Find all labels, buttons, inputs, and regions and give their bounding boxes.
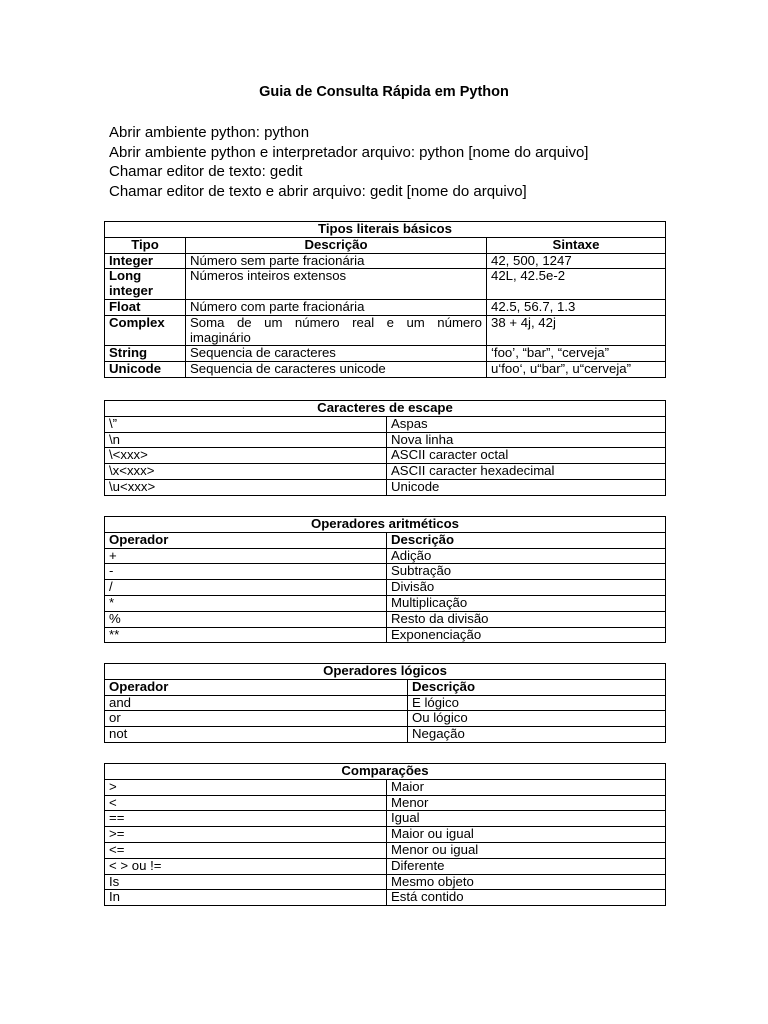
table-row xyxy=(105,362,666,378)
table-cell: Unicode xyxy=(105,362,186,378)
intro-line: Abrir ambiente python e interpretador arquivo: python [nome do arquivo] xyxy=(109,143,589,161)
table-row xyxy=(105,299,666,315)
table-row xyxy=(105,448,666,464)
table-cell: Menor xyxy=(387,795,666,811)
table-cell: String xyxy=(105,346,186,362)
table-row xyxy=(105,346,666,362)
table-row xyxy=(105,842,666,858)
table-row xyxy=(105,779,666,795)
table-row xyxy=(105,432,666,448)
column-header: Descrição xyxy=(186,237,487,253)
intro-line: Chamar editor de texto: gedit xyxy=(109,163,303,180)
table-row xyxy=(105,253,666,269)
column-header: Operador xyxy=(105,532,387,548)
table-cell: Adição xyxy=(387,548,666,564)
table-cell: In xyxy=(105,890,387,906)
intro-line: Abrir ambiente python: python xyxy=(109,124,310,141)
table-cell: Está contido xyxy=(387,890,666,906)
table-row xyxy=(105,479,666,495)
table-row xyxy=(105,611,666,627)
table-cell: u‘foo‘, u“bar”, u“cerveja” xyxy=(487,362,666,378)
table-row xyxy=(105,580,666,596)
table-cell: 42L, 42.5e-2 xyxy=(487,269,666,300)
table-cell: \n xyxy=(105,432,387,448)
table-row xyxy=(105,627,666,643)
table-cell: Subtração xyxy=(387,564,666,580)
table-cell: Sequencia de caracteres xyxy=(186,346,487,362)
table-row xyxy=(105,727,666,743)
table-cell: Igual xyxy=(387,811,666,827)
table-cell: < xyxy=(105,795,387,811)
table-cell: 42, 500, 1247 xyxy=(487,253,666,269)
intro-line: Chamar editor de texto e abrir arquivo: gedit [nome do arquivo] xyxy=(109,182,527,200)
column-header: Descrição xyxy=(408,679,666,695)
table-row xyxy=(105,269,666,300)
table-cell: Is xyxy=(105,874,387,890)
table-row xyxy=(105,811,666,827)
table-row xyxy=(105,795,666,811)
table-title: Operadores aritméticos xyxy=(105,517,666,533)
table-cell: Complex xyxy=(105,315,186,346)
column-header: Sintaxe xyxy=(487,237,666,253)
table-title: Operadores lógicos xyxy=(105,664,666,680)
table-cell: Nova linha xyxy=(387,432,666,448)
table-row xyxy=(105,874,666,890)
aritmeticos-table xyxy=(104,516,666,643)
table-cell: Diferente xyxy=(387,858,666,874)
table-title: Tipos literais básicos xyxy=(105,222,666,238)
table-cell: and xyxy=(105,695,408,711)
table-cell: * xyxy=(105,595,387,611)
table-cell: \” xyxy=(105,416,387,432)
table-cell: Multiplicação xyxy=(387,595,666,611)
table-row xyxy=(105,858,666,874)
table-cell: 42.5, 56.7, 1.3 xyxy=(487,299,666,315)
table-header-row xyxy=(105,679,666,695)
page-title: Guia de Consulta Rápida em Python xyxy=(259,84,509,100)
table-cell: Número sem parte fracionária xyxy=(186,253,487,269)
intro-commands xyxy=(109,123,588,201)
table-row xyxy=(105,315,666,346)
table-row xyxy=(105,711,666,727)
table-row xyxy=(105,827,666,843)
table-cell: Long integer xyxy=(105,269,186,300)
table-cell: ‘foo’, “bar”, “cerveja” xyxy=(487,346,666,362)
table-cell: == xyxy=(105,811,387,827)
table-cell: Resto da divisão xyxy=(387,611,666,627)
table-cell: Integer xyxy=(105,253,186,269)
table-row xyxy=(105,890,666,906)
table-cell: ASCII caracter octal xyxy=(387,448,666,464)
table-cell: Menor ou igual xyxy=(387,842,666,858)
table-cell: % xyxy=(105,611,387,627)
table-row xyxy=(105,464,666,480)
table-cell: >= xyxy=(105,827,387,843)
table-cell: Divisão xyxy=(387,580,666,596)
table-row xyxy=(105,416,666,432)
table-cell: Ou lógico xyxy=(408,711,666,727)
table-row xyxy=(105,595,666,611)
column-header: Operador xyxy=(105,679,408,695)
escape-table xyxy=(104,400,666,496)
table-title: Comparações xyxy=(105,764,666,780)
table-cell: > xyxy=(105,779,387,795)
table-cell: Exponenciação xyxy=(387,627,666,643)
table-cell: < > ou != xyxy=(105,858,387,874)
table-cell: ** xyxy=(105,627,387,643)
logicos-table xyxy=(104,663,666,743)
table-row xyxy=(105,564,666,580)
table-title: Caracteres de escape xyxy=(105,401,666,417)
table-cell: ASCII caracter hexadecimal xyxy=(387,464,666,480)
table-cell: Maior ou igual xyxy=(387,827,666,843)
table-cell: \u<xxx> xyxy=(105,479,387,495)
table-cell: Mesmo objeto xyxy=(387,874,666,890)
table-cell: <= xyxy=(105,842,387,858)
table-cell: 38 + 4j, 42j xyxy=(487,315,666,346)
table-cell: not xyxy=(105,727,408,743)
table-row xyxy=(105,548,666,564)
table-cell: + xyxy=(105,548,387,564)
table-cell: Negação xyxy=(408,727,666,743)
table-cell: Aspas xyxy=(387,416,666,432)
tipos-table xyxy=(104,221,666,378)
table-cell: Sequencia de caracteres unicode xyxy=(186,362,487,378)
table-cell: Unicode xyxy=(387,479,666,495)
table-cell: Números inteiros extensos xyxy=(186,269,487,300)
table-cell: - xyxy=(105,564,387,580)
table-cell: Maior xyxy=(387,779,666,795)
table-cell: / xyxy=(105,580,387,596)
table-cell: \<xxx> xyxy=(105,448,387,464)
table-cell: Número com parte fracionária xyxy=(186,299,487,315)
column-header: Tipo xyxy=(105,237,186,253)
table-cell: \x<xxx> xyxy=(105,464,387,480)
comparacoes-table xyxy=(104,763,666,906)
table-header-row xyxy=(105,532,666,548)
table-cell: Soma de um número real e um número imaginário xyxy=(186,315,487,346)
table-cell: E lógico xyxy=(408,695,666,711)
table-header-row xyxy=(105,237,666,253)
table-cell: Float xyxy=(105,299,186,315)
column-header: Descrição xyxy=(387,532,666,548)
table-row xyxy=(105,695,666,711)
table-cell: or xyxy=(105,711,408,727)
